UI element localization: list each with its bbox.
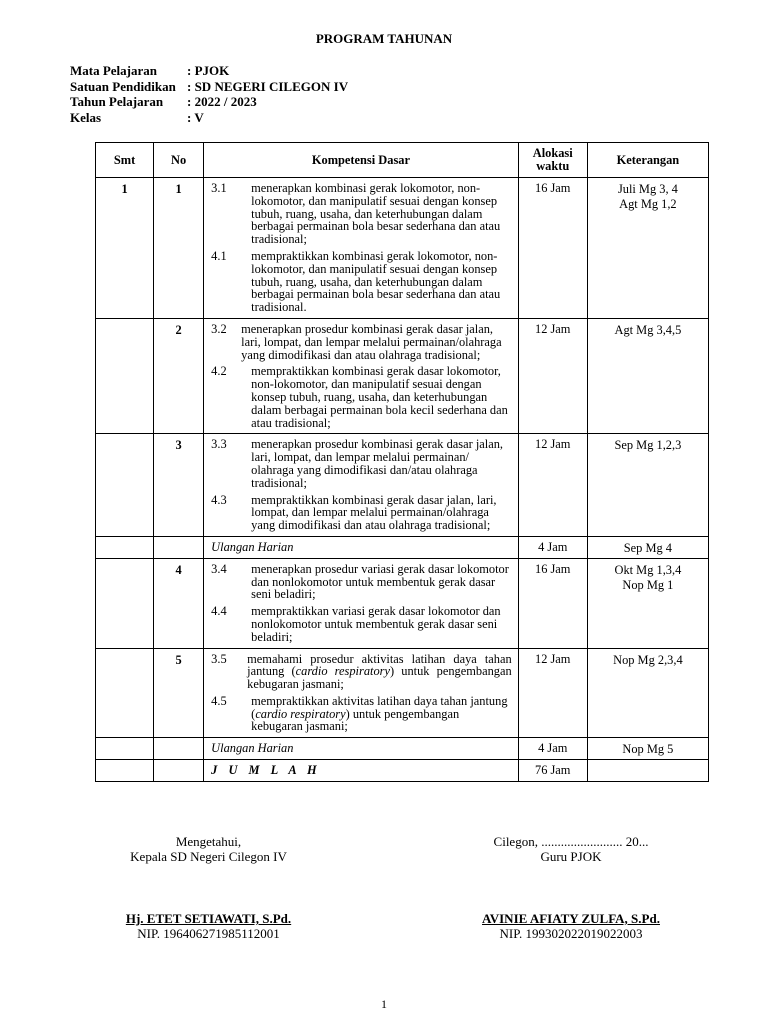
info-row-kelas [70, 110, 348, 126]
kd-item [211, 365, 512, 429]
kd-text-pre: memahami prosedur aktivitas latihan daya tahan jantung ( [247, 651, 512, 679]
kd-item [211, 438, 512, 489]
cell-smt: 1 [96, 178, 154, 319]
info-label: Tahun Pelajaran [70, 94, 164, 109]
cell-keterangan [587, 178, 708, 319]
cell-ulangan-label: Ulangan Harian [204, 536, 519, 558]
kd-text: mempraktikkan kombinasi gerak dasar lokomotor, non-lokomotor, dan manipulatif sesuai dengan konsep tubuh, ruang, usaha, dan keterhubungan dalam berbagai permainan bola kecil sederhana dan atau tradisional; [251, 364, 508, 430]
cell-kompetensi-dasar [204, 178, 519, 319]
kd-code: 4.2 [211, 364, 227, 379]
kd-text-emphasis: cardio respiratory [295, 664, 390, 679]
header-alokasi-waktu: Alokasi waktu [518, 143, 587, 178]
cell-smt [96, 760, 154, 782]
keterangan-line: Sep Mg 4 [623, 540, 672, 555]
keterangan-line: Okt Mg 1,3,4 [614, 562, 682, 577]
cell-smt [96, 536, 154, 558]
cell-kompetensi-dasar [204, 648, 519, 738]
page-number: 1 [381, 997, 387, 1011]
kd-code: 3.2 [211, 321, 227, 336]
signature-left-name: Hj. ETET SETIAWATI, S.Pd. [125, 911, 292, 926]
kd-code: 3.1 [211, 181, 227, 195]
kd-item [211, 182, 512, 246]
kd-code: 4.4 [211, 604, 227, 619]
cell-ulangan-label: Ulangan Harian [204, 738, 519, 760]
table-row [96, 434, 709, 537]
kd-text: menerapkan kombinasi gerak lokomotor, non-lokomotor, dan manipulatif sesuai dengan konsep tubuh, ruang, usaha, dan keterhubungan dalam berbagai permainan bola besar sederhana dan atau tradisional; [251, 181, 501, 247]
kd-text: mempraktikkan kombinasi gerak lokomotor, non-lokomotor, dan manipulatif sesuai dengan konsep tubuh, ruang, usaha, dan keterhubungan dalam berbagai permainan bola besar sederhana dan atau tradisional. [251, 248, 501, 315]
table-header-row [96, 143, 709, 178]
cell-keterangan [587, 648, 708, 738]
keterangan-line: Sep Mg 1,2,3 [614, 438, 682, 453]
info-value: : V [187, 109, 204, 125]
cell-keterangan [587, 434, 708, 537]
cell-no: 2 [154, 318, 204, 433]
signature-right-line1: Cilegon, ......................... 20... [493, 834, 649, 849]
signature-left-nip: NIP. 196406271985112001 [137, 926, 280, 941]
header-no: No [154, 143, 204, 178]
keterangan-line: Nop Mg 2,3,4 [613, 652, 683, 667]
cell-jumlah-label: J U M L A H [204, 760, 519, 782]
cell-keterangan [587, 558, 708, 648]
cell-alokasi: 4 Jam [518, 738, 587, 760]
signature-right [451, 834, 691, 941]
info-row-mata-pelajaran [70, 63, 348, 79]
kd-code: 4.3 [211, 492, 227, 507]
table-row [96, 648, 709, 738]
cell-jumlah-total: 76 Jam [518, 760, 587, 782]
info-value: : SD NEGERI CILEGON IV [187, 78, 349, 94]
cell-alokasi: 16 Jam [518, 558, 587, 648]
table-row-jumlah [96, 760, 709, 782]
cell-smt [96, 648, 154, 738]
kd-item [211, 323, 512, 361]
cell-keterangan [587, 760, 708, 782]
kd-text-post: ) untuk pengembangan kebugaran jasmani; [251, 706, 460, 734]
cell-smt [96, 318, 154, 433]
kd-code: 3.3 [211, 437, 227, 452]
cell-alokasi: 16 Jam [518, 178, 587, 319]
info-value: : PJOK [187, 63, 230, 78]
cell-no: 1 [154, 178, 204, 319]
cell-keterangan [587, 536, 708, 558]
info-value: : 2022 / 2023 [187, 94, 257, 109]
cell-no [154, 738, 204, 760]
info-row-satuan-pendidikan [70, 79, 348, 95]
kd-item [211, 695, 512, 733]
kd-text: menerapkan prosedur variasi gerak dasar lokomotor dan nonlokomotor untuk membentuk gerak dasar seni beladiri; [251, 561, 509, 602]
cell-alokasi: 12 Jam [518, 434, 587, 537]
kd-code: 3.5 [211, 651, 227, 666]
info-label: Mata Pelajaran [70, 63, 158, 78]
cell-alokasi: 12 Jam [518, 318, 587, 433]
cell-smt [96, 558, 154, 648]
cell-smt [96, 738, 154, 760]
cell-no: 4 [154, 558, 204, 648]
kd-text: menerapkan prosedur kombinasi gerak dasar jalan, lari, lompat, dan lempar melalui permainan/ olahraga yang dimodifikasi dan/atau olahraga tradisional; [251, 437, 504, 490]
kd-text-emphasis: cardio respiratory [255, 706, 346, 721]
header-keterangan: Keterangan [587, 143, 708, 178]
info-label: Satuan Pendidikan [70, 78, 176, 94]
kd-item [211, 653, 512, 691]
cell-no: 3 [154, 434, 204, 537]
cell-alokasi: 12 Jam [518, 648, 587, 738]
kd-item [211, 250, 512, 314]
table-row [96, 178, 709, 319]
cell-no [154, 536, 204, 558]
cell-keterangan [587, 738, 708, 760]
keterangan-line: Nop Mg 1 [622, 577, 674, 592]
info-row-tahun-pelajaran [70, 94, 348, 110]
kd-code: 4.1 [211, 248, 227, 263]
kd-text: mempraktikkan kombinasi gerak dasar jalan, lari, lompat, dan lempar melalui permainan/olahraga yang dimodifikasi dan atau olahraga tradisional; [251, 492, 497, 533]
table-row [96, 558, 709, 648]
cell-kompetensi-dasar [204, 434, 519, 537]
table-row-ulangan [96, 536, 709, 558]
signature-left-line1: Mengetahui, [175, 834, 242, 849]
cell-keterangan [587, 318, 708, 433]
kd-code: 3.4 [211, 561, 227, 576]
signature-right-line2: Guru PJOK [540, 849, 602, 864]
kd-text: mempraktikkan variasi gerak dasar lokomotor dan nonlokomotor untuk membentuk gerak dasar seni beladiri; [251, 604, 501, 644]
cell-no [154, 760, 204, 782]
keterangan-line: Agt Mg 1,2 [619, 197, 677, 211]
kd-text [247, 653, 512, 691]
program-table [95, 142, 709, 782]
kd-text [251, 695, 512, 733]
signature-left-line2: Kepala SD Negeri Cilegon IV [130, 849, 287, 864]
kd-text-pre: mempraktikkan aktivitas latihan daya tahan jantung ( [251, 693, 508, 721]
table-row-ulangan [96, 738, 709, 760]
cell-no: 5 [154, 648, 204, 738]
signature-right-nip: NIP. 199302022019022003 [499, 926, 643, 941]
keterangan-line: Agt Mg 3,4,5 [614, 322, 682, 337]
kd-item [211, 563, 512, 601]
kd-item [211, 494, 512, 532]
keterangan-line: Nop Mg 5 [622, 742, 674, 757]
cell-kompetensi-dasar [204, 558, 519, 648]
kd-text: menerapkan prosedur kombinasi gerak dasar jalan, lari, lompat, dan lempar melalui permainan/olahraga yang dimodifikasi dan atau olahraga tradisional; [241, 321, 502, 362]
kd-text-post: ) untuk pengembangan kebugaran jasmani; [247, 664, 512, 692]
keterangan-line: Juli Mg 3, 4 [617, 182, 678, 196]
info-label: Kelas [70, 109, 102, 125]
header-kompetensi-dasar: Kompetensi Dasar [204, 143, 519, 178]
cell-smt [96, 434, 154, 537]
table-row [96, 318, 709, 433]
cell-alokasi: 4 Jam [518, 536, 587, 558]
kd-item [211, 605, 512, 643]
signature-right-name: AVINIE AFIATY ZULFA, S.Pd. [482, 911, 660, 926]
info-block [70, 63, 348, 125]
signature-left [96, 834, 321, 941]
cell-kompetensi-dasar [204, 318, 519, 433]
document-title: PROGRAM TAHUNAN [315, 31, 453, 46]
header-smt: Smt [96, 143, 154, 178]
kd-code: 4.5 [211, 693, 227, 708]
